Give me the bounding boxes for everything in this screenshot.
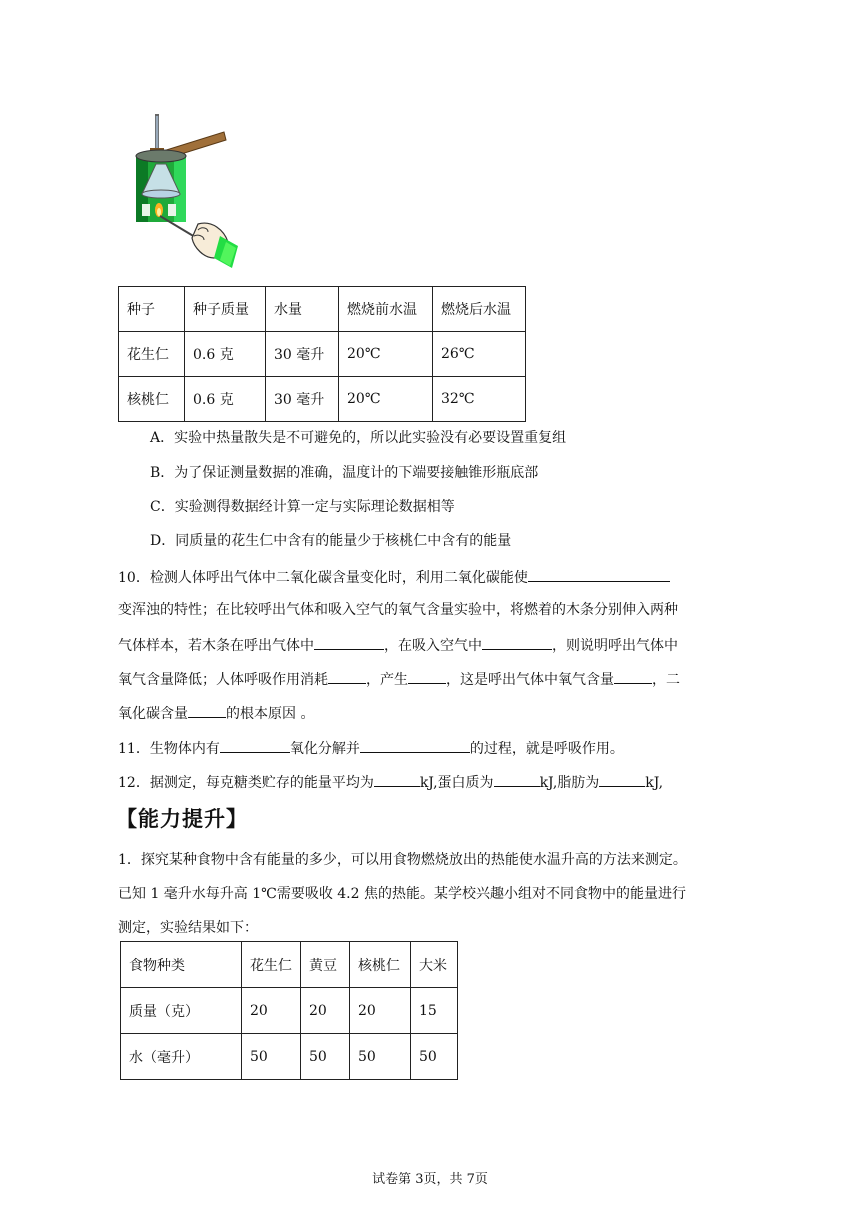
table-cell: 0.6 克 — [185, 332, 266, 377]
answer-blank[interactable] — [528, 566, 670, 582]
calorimeter-experiment-illustration — [128, 112, 240, 268]
table-row — [121, 1034, 458, 1080]
table-header-cell: 燃烧后水温 — [433, 287, 526, 332]
section-heading: 【能力提升】 — [116, 807, 248, 831]
problem-1-line-3: 测定，实验结果如下： — [118, 920, 258, 936]
table-cell: 50 — [301, 1034, 350, 1080]
question-10-line-5 — [118, 702, 314, 724]
question-text: 氧化碳含量 — [118, 706, 188, 722]
question-10-line-3 — [118, 634, 678, 656]
question-text: 12．据测定，每克糖类贮存的能量平均为 — [118, 775, 374, 791]
table-cell: 20 — [301, 988, 350, 1034]
table-cell: 20 — [350, 988, 411, 1034]
answer-blank[interactable] — [188, 702, 226, 718]
table-cell: 50 — [242, 1034, 301, 1080]
question-text: ，则说明呼出气体中 — [552, 638, 678, 654]
question-text: 的过程，就是呼吸作用。 — [469, 741, 624, 757]
table-header-cell: 燃烧前水温 — [339, 287, 433, 332]
table-cell: 50 — [350, 1034, 411, 1080]
food-energy-table — [120, 941, 458, 1080]
answer-blank[interactable] — [360, 737, 470, 753]
table-cell: 26℃ — [433, 332, 526, 377]
table-header-cell: 食物种类 — [121, 942, 242, 988]
question-10-line-4 — [118, 668, 680, 690]
question-text: 11．生物体内有 — [118, 741, 220, 757]
answer-blank[interactable] — [482, 634, 552, 650]
question-text: 气体样本，若木条在呼出气体中 — [118, 638, 314, 654]
question-text: 氧气含量降低；人体呼吸作用消耗 — [118, 672, 328, 688]
option-a: A．实验中热量散失是不可避免的，所以此实验没有必要设置重复组 — [150, 430, 567, 446]
table-row — [119, 332, 526, 377]
answer-blank[interactable] — [374, 771, 420, 787]
table-row — [121, 988, 458, 1034]
question-text: ，在吸入空气中 — [384, 638, 482, 654]
question-11 — [118, 737, 624, 759]
question-text: kJ, — [645, 775, 664, 791]
question-text: ，二 — [652, 672, 680, 688]
answer-blank[interactable] — [494, 771, 540, 787]
table-cell: 0.6 克 — [185, 377, 266, 422]
table-cell: 15 — [411, 988, 458, 1034]
answer-blank[interactable] — [314, 634, 384, 650]
question-text: 氧化分解并 — [289, 741, 360, 757]
option-b: B．为了保证测量数据的准确，温度计的下端要接触锥形瓶底部 — [150, 465, 539, 481]
seed-experiment-table — [118, 286, 526, 422]
table-row — [119, 377, 526, 422]
table-cell: 水（毫升） — [121, 1034, 242, 1080]
question-text: kJ,蛋白质为 — [419, 775, 494, 791]
question-12 — [118, 771, 663, 793]
table-header-cell: 种子 — [119, 287, 185, 332]
answer-blank[interactable] — [328, 668, 366, 684]
table-header-cell: 种子质量 — [185, 287, 266, 332]
question-text: 10．检测人体呼出气体中二氧化碳含量变化时，利用二氧化碳能使 — [118, 570, 528, 586]
problem-1-line-1: 1．探究某种食物中含有能量的多少，可以用食物燃烧放出的热能使水温升高的方法来测定。 — [118, 852, 687, 868]
table-header-cell: 黄豆 — [301, 942, 350, 988]
table-header-row — [121, 942, 458, 988]
table-cell: 20 — [242, 988, 301, 1034]
problem-1-line-2: 已知 1 毫升水每升高 1℃需要吸收 4.2 焦的热能。某学校兴趣小组对不同食物中的能量进行 — [118, 886, 686, 902]
table-header-row — [119, 287, 526, 332]
answer-blank[interactable] — [614, 668, 652, 684]
table-cell: 花生仁 — [119, 332, 185, 377]
table-cell: 30 毫升 — [266, 332, 339, 377]
table-header-cell: 大米 — [411, 942, 458, 988]
table-cell: 核桃仁 — [119, 377, 185, 422]
answer-blank[interactable] — [599, 771, 645, 787]
question-10-line-2: 变浑浊的特性；在比较呼出气体和吸入空气的氧气含量实验中，将燃着的木条分别伸入两种 — [118, 602, 678, 618]
table-cell: 质量（克） — [121, 988, 242, 1034]
table-cell: 20℃ — [339, 332, 433, 377]
question-10-line-1 — [118, 566, 670, 588]
answer-blank[interactable] — [408, 668, 446, 684]
table-header-cell: 水量 — [266, 287, 339, 332]
question-text: 的根本原因 。 — [226, 706, 315, 722]
option-c: C．实验测得数据经计算一定与实际理论数据相等 — [150, 499, 455, 515]
table-header-cell: 花生仁 — [242, 942, 301, 988]
page-footer: 试卷第 3页，共 7页 — [372, 1172, 488, 1187]
option-d: D．同质量的花生仁中含有的能量少于核桃仁中含有的能量 — [150, 533, 512, 549]
question-text: kJ,脂肪为 — [539, 775, 600, 791]
table-header-cell: 核桃仁 — [350, 942, 411, 988]
question-text: ，产生 — [366, 672, 408, 688]
table-cell: 20℃ — [339, 377, 433, 422]
table-cell: 32℃ — [433, 377, 526, 422]
table-cell: 50 — [411, 1034, 458, 1080]
table-cell: 30 毫升 — [266, 377, 339, 422]
question-text: ，这是呼出气体中氧气含量 — [446, 672, 614, 688]
answer-blank[interactable] — [220, 737, 290, 753]
